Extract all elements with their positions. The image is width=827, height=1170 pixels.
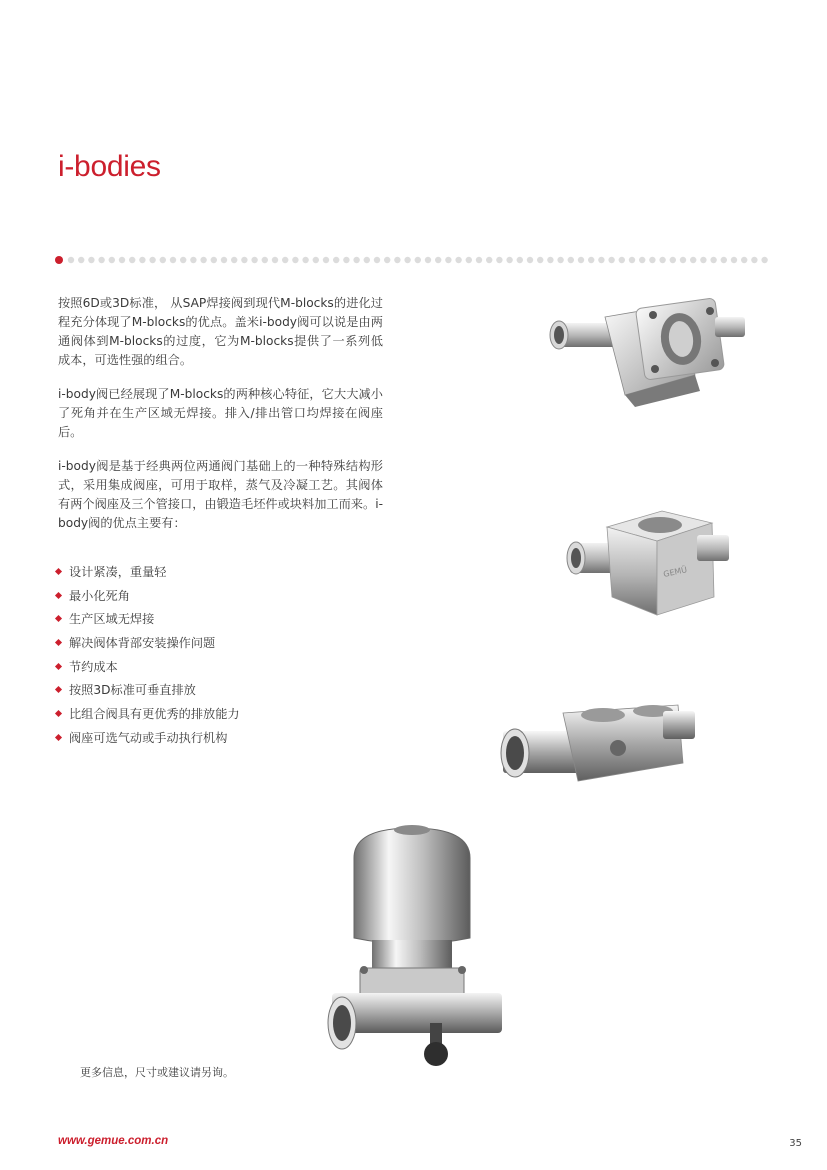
bullet-diamond-icon	[55, 686, 62, 693]
divider-dot	[670, 257, 676, 263]
divider-dot	[68, 257, 74, 263]
divider-dot	[435, 257, 441, 263]
divider-dot	[170, 257, 176, 263]
svg-text:GEMÜ: GEMÜ	[662, 565, 688, 579]
bullet-diamond-icon	[55, 663, 62, 670]
divider-dot	[527, 257, 533, 263]
advantages-list	[55, 562, 240, 752]
divider-dot	[578, 257, 584, 263]
divider-dot	[506, 257, 512, 263]
page-title: i-bodies	[58, 150, 161, 183]
list-item: 最小化死角	[55, 586, 240, 610]
bullet-diamond-icon	[55, 639, 62, 646]
list-item: 阀座可选气动或手动执行机构	[55, 728, 240, 752]
divider-dot	[292, 257, 298, 263]
divider-dot	[445, 257, 451, 263]
divider-dot	[364, 257, 370, 263]
divider-accent-dot	[55, 256, 63, 264]
divider-dot	[200, 257, 206, 263]
divider-dot	[353, 257, 359, 263]
divider-dot	[394, 257, 400, 263]
divider-dot	[404, 257, 410, 263]
bullet-diamond-icon	[55, 710, 62, 717]
divider-dot	[598, 257, 604, 263]
divider-dot	[639, 257, 645, 263]
list-item: 比组合阀具有更优秀的排放能力	[55, 704, 240, 728]
i-body-valve-machined-image	[493, 693, 703, 798]
divider-dot	[659, 257, 665, 263]
intro-paragraph-2: i-body阀已经展现了M-blocks的两种核心特征，它大大减小了死角并在生产区域无焊接。排入/排出管口均焊接在阀座后。	[58, 387, 383, 439]
divider-dot	[619, 257, 625, 263]
divider-dot	[160, 257, 166, 263]
divider-dots	[68, 257, 768, 263]
list-item: 节约成本	[55, 657, 240, 681]
list-item: 解决阀体背部安装操作问题	[55, 633, 240, 657]
divider-dot	[608, 257, 614, 263]
divider-dot	[384, 257, 390, 263]
divider-dot	[231, 257, 237, 263]
bullet-diamond-icon	[55, 592, 62, 599]
divider-dot	[323, 257, 329, 263]
divider-dot	[180, 257, 186, 263]
divider-dot	[568, 257, 574, 263]
i-body-valve-forged-block-image	[545, 295, 750, 415]
divider-dot	[466, 257, 472, 263]
footnote: 更多信息，尺寸或建议请另询。	[80, 1066, 234, 1079]
divider-dot	[496, 257, 502, 263]
divider-dot	[710, 257, 716, 263]
divider-dot	[425, 257, 431, 263]
divider-dot	[751, 257, 757, 263]
divider-dot	[119, 257, 125, 263]
i-body-valve-cube-image	[562, 505, 732, 620]
bullet-diamond-icon	[55, 615, 62, 622]
diaphragm-valve-with-actuator-image	[322, 818, 512, 1073]
divider-dot	[486, 257, 492, 263]
divider-dot	[547, 257, 553, 263]
divider-dot	[517, 257, 523, 263]
divider-dot	[241, 257, 247, 263]
divider-dot	[537, 257, 543, 263]
divider-dot	[343, 257, 349, 263]
bullet-diamond-icon	[55, 734, 62, 741]
divider-dot	[731, 257, 737, 263]
divider-dot	[333, 257, 339, 263]
divider-dot	[149, 257, 155, 263]
divider-dot	[251, 257, 257, 263]
divider-dot	[588, 257, 594, 263]
divider-dot	[88, 257, 94, 263]
divider-dot	[302, 257, 308, 263]
divider-dot	[629, 257, 635, 263]
list-item: 设计紧凑，重量轻	[55, 562, 240, 586]
dotted-divider	[55, 255, 775, 265]
divider-dot	[761, 257, 767, 263]
list-item: 按照3D标准可垂直排放	[55, 680, 240, 704]
divider-dot	[680, 257, 686, 263]
divider-dot	[139, 257, 145, 263]
divider-dot	[282, 257, 288, 263]
divider-dot	[129, 257, 135, 263]
divider-dot	[374, 257, 380, 263]
divider-dot	[190, 257, 196, 263]
page-number: 35	[789, 1138, 802, 1149]
divider-dot	[109, 257, 115, 263]
divider-dot	[272, 257, 278, 263]
intro-paragraph-3: i-body阀是基于经典两位两通阀门基础上的一种特殊结构形式，采用集成阀座，可用于取样，蒸气及冷凝工艺。其阀体有两个阀座及三个管接口，由锻造毛坯件或块料加工而来。i-body阀的优点主要有：	[58, 459, 383, 530]
divider-dot	[557, 257, 563, 263]
divider-dot	[98, 257, 104, 263]
divider-dot	[476, 257, 482, 263]
divider-dot	[455, 257, 461, 263]
divider-dot	[649, 257, 655, 263]
footer-website-link[interactable]: www.gemue.com.cn	[58, 1135, 169, 1147]
divider-dot	[690, 257, 696, 263]
intro-paragraph-1: 按照6D或3D标准， 从SAP焊接阀到现代M-blocks的进化过程充分体现了M-blocks的优点。盖米i-body阀可以说是由两通阀体到M-blocks的过度，它为M-blocks提供了一系列低成本，可选性强的组合。	[58, 296, 383, 367]
divider-dot	[262, 257, 268, 263]
list-item: 生产区域无焊接	[55, 609, 240, 633]
divider-dot	[221, 257, 227, 263]
bullet-diamond-icon	[55, 568, 62, 575]
divider-dot	[211, 257, 217, 263]
divider-dot	[415, 257, 421, 263]
divider-dot	[78, 257, 84, 263]
divider-dot	[721, 257, 727, 263]
divider-dot	[700, 257, 706, 263]
divider-dot	[313, 257, 319, 263]
divider-dot	[741, 257, 747, 263]
